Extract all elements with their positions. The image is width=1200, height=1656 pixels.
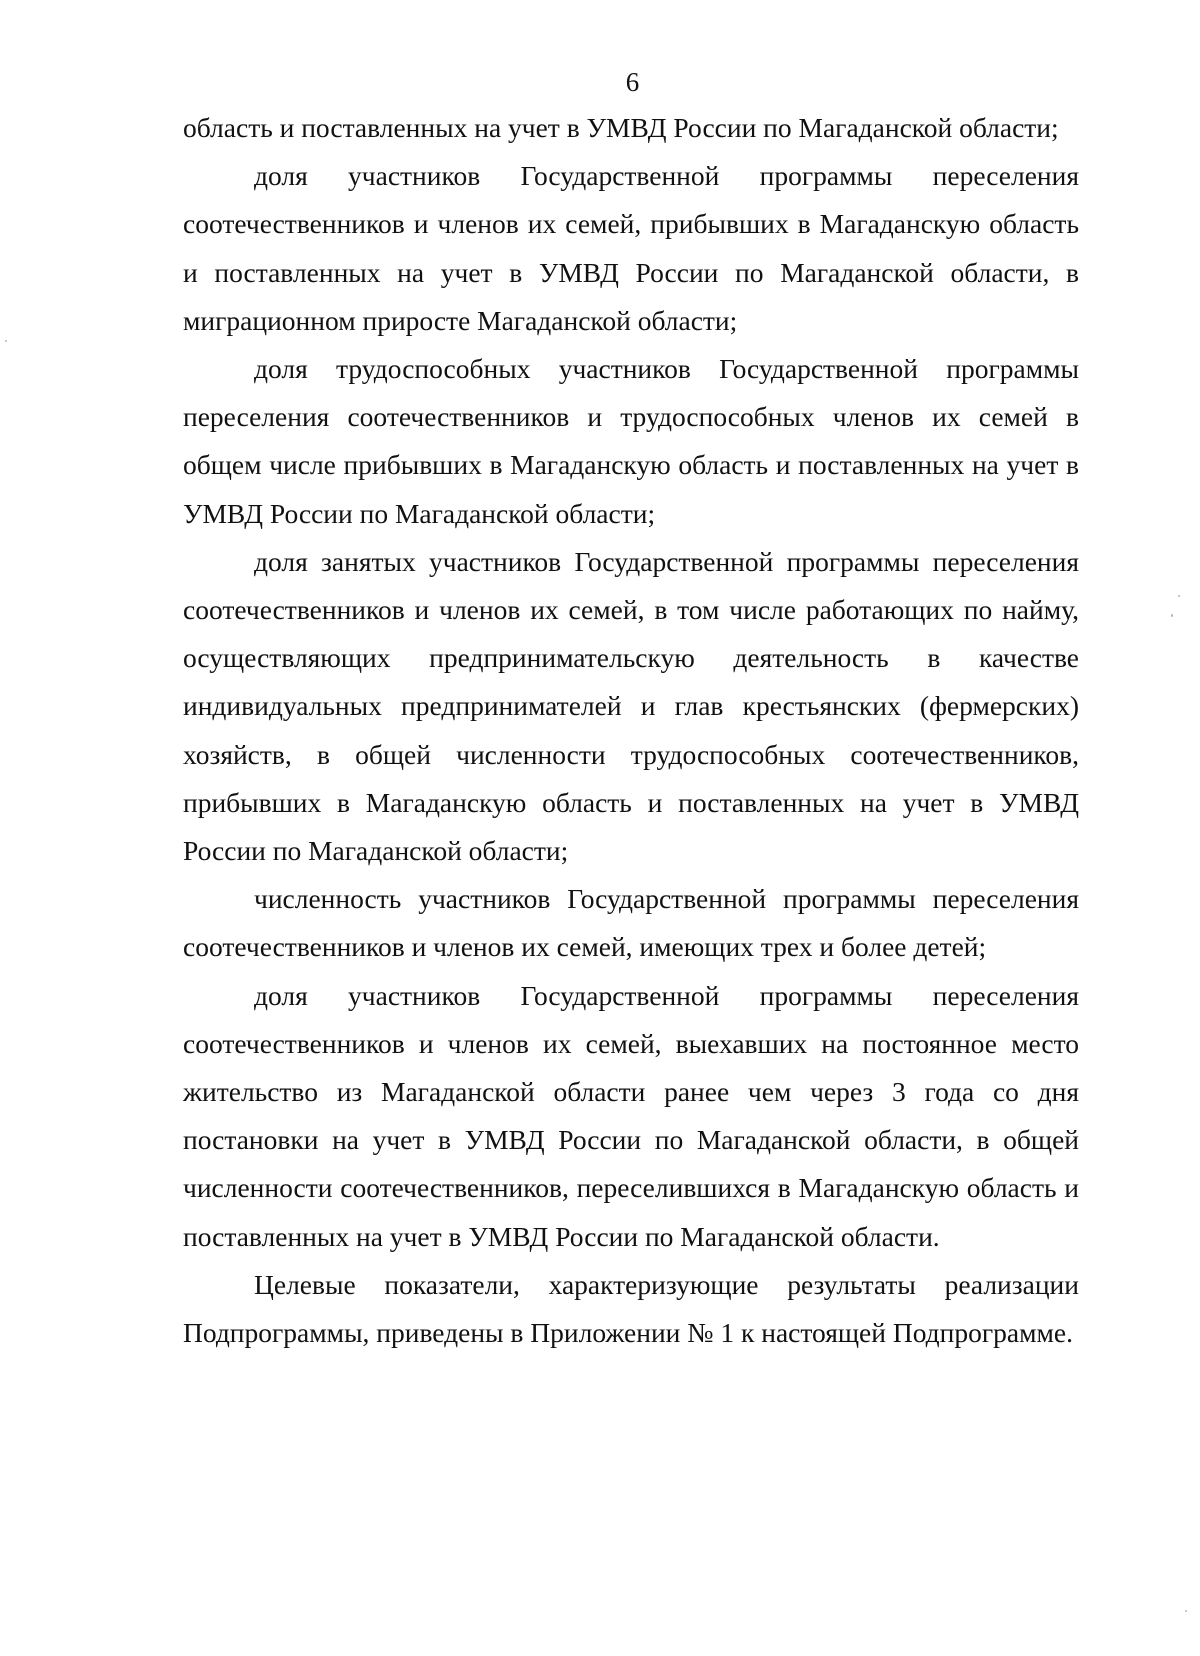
paragraph-continuation: область и поставленных на учет в УМВД России по Магаданской области; [183,112,1059,143]
paragraph-indicator-employed-share: доля занятых участников Государственной программы переселения соотечественников и членов их семей, в том числе работающих по найму, осуществляющих предпринимательскую деятельность в качестве индивидуальных предпринимателей и глав крестьянских (фермерских) хозяйств, в общей численности трудоспособных соотечественников, прибывших в Магаданскую область и поставленных на учет в УМВД России по Магаданской области; [183,545,1079,867]
page-number: 6 [625,67,640,97]
scan-speck [1171,614,1173,617]
scan-speck [1178,595,1180,597]
document-body [183,104,1079,1357]
scan-speck [1185,1610,1187,1612]
paragraph-indicator-departed-share: доля участников Государственной программы переселения соотечественников и членов их семей, выехавших на постоянное место жительство из Магаданской области ранее чем через 3 года со дня постановки на учет в УМВД России по Магаданской области, в общей численности соотечественников, переселившихся в Магаданскую область и поставленных на учет в УМВД России по Магаданской области. [183,979,1079,1252]
paragraph-indicator-large-families: численность участников Государственной программы переселения соотечественников и членов их семей, имеющих трех и более детей; [183,883,1079,963]
scan-speck [5,340,7,342]
paragraph-indicator-able-bodied-share: доля трудоспособных участников Государственной программы переселения соотечественников и трудоспособных членов их семей в общем числе прибывших в Магаданскую область и поставленных на учет в УМВД России по Магаданской области; [183,353,1079,529]
paragraph-indicator-share-in-migration-growth: доля участников Государственной программы переселения соотечественников и членов их семей, прибывших в Магаданскую область и поставленных на учет в УМВД России по Магаданской области, в миграционном приросте Магаданской области; [183,160,1079,336]
paragraph-target-indicators-reference: Целевые показатели, характеризующие результаты реализации Подпрограммы, приведены в Приложении № 1 к настоящей Подпрограмме. [183,1268,1079,1349]
